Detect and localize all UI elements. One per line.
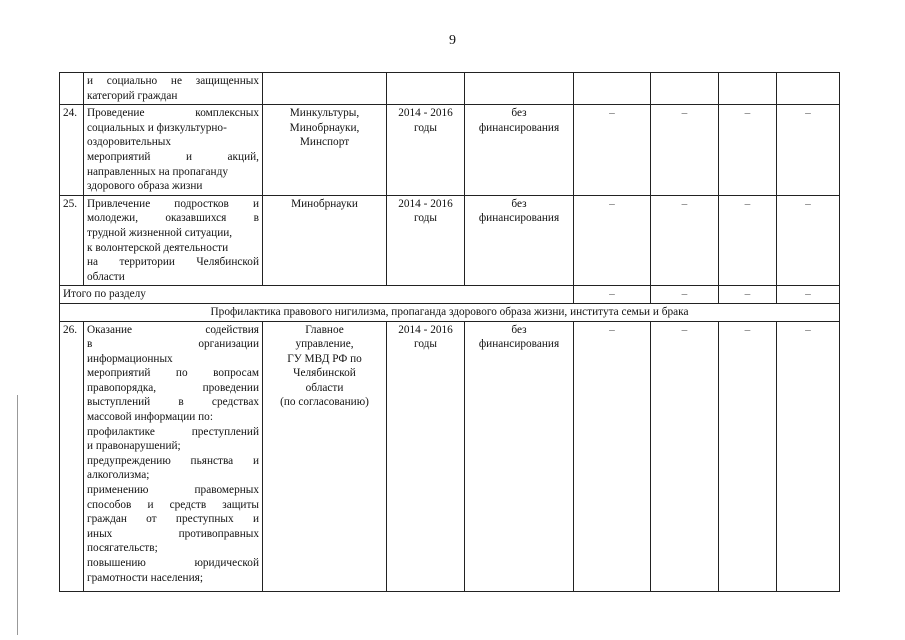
dash-cell: – <box>777 105 840 196</box>
dash-cell: – <box>777 286 840 304</box>
dash-cell: – <box>651 105 719 196</box>
measure-description: Оказание содействия в организации информационных мероприятий по вопросам правопорядка, проведении выступлений в средствах массовой информации по: профилактике преступлений и правонарушений; предупреждению пьянства и алкоголизма; применению правомерных способов и средств защиты граждан от преступных и иных противоправных посягательств; повышению юридической грамотности населения; <box>84 321 263 591</box>
table-row-continuation <box>60 73 840 105</box>
table-row-25 <box>60 195 840 286</box>
section-header-row <box>60 303 840 321</box>
margin-rule <box>17 395 18 635</box>
dash-cell: – <box>574 321 651 591</box>
dash-cell: – <box>651 321 719 591</box>
row-number: 26. <box>60 321 84 591</box>
executor-cell: Главное управление, ГУ МВД РФ по Челябинской области (по согласованию) <box>263 321 387 591</box>
dash-cell: – <box>574 195 651 286</box>
dash-cell: – <box>777 321 840 591</box>
dash-cell: – <box>719 195 777 286</box>
section-title: Профилактика правового нигилизма, пропаганда здорового образа жизни, института семьи и брака <box>60 303 840 321</box>
dash-cell: – <box>574 105 651 196</box>
funding-cell: без финансирования <box>465 105 574 196</box>
period-cell: 2014 - 2016 годы <box>387 195 465 286</box>
executor-cell: Минобрнауки <box>263 195 387 286</box>
dash-cell: – <box>651 195 719 286</box>
measure-description: Привлечение подростков и молодежи, оказавшихся в трудной жизненной ситуации, к волонтерской деятельности на территории Челябинской области <box>84 195 263 286</box>
row-number: 25. <box>60 195 84 286</box>
row-number: 24. <box>60 105 84 196</box>
dash-cell: – <box>719 286 777 304</box>
table-row-26 <box>60 321 840 591</box>
measure-description: Проведение комплексных социальных и физкультурно- оздоровительных мероприятий и акций, направленных на пропаганду здорового образа жизни <box>84 105 263 196</box>
dash-cell: – <box>719 105 777 196</box>
table-row-total <box>60 286 840 304</box>
funding-cell: без финансирования <box>465 321 574 591</box>
page-number: 9 <box>449 33 456 48</box>
measures-table <box>59 72 840 592</box>
dash-cell: – <box>719 321 777 591</box>
period-cell: 2014 - 2016 годы <box>387 105 465 196</box>
dash-cell: – <box>651 286 719 304</box>
table-row-24 <box>60 105 840 196</box>
period-cell: 2014 - 2016 годы <box>387 321 465 591</box>
dash-cell: – <box>574 286 651 304</box>
executor-cell: Минкультуры, Минобрнауки, Минспорт <box>263 105 387 196</box>
dash-cell: – <box>777 195 840 286</box>
funding-cell: без финансирования <box>465 195 574 286</box>
total-label: Итого по разделу <box>60 286 574 304</box>
measure-description: и социально не защищенных категорий граждан <box>84 73 263 105</box>
